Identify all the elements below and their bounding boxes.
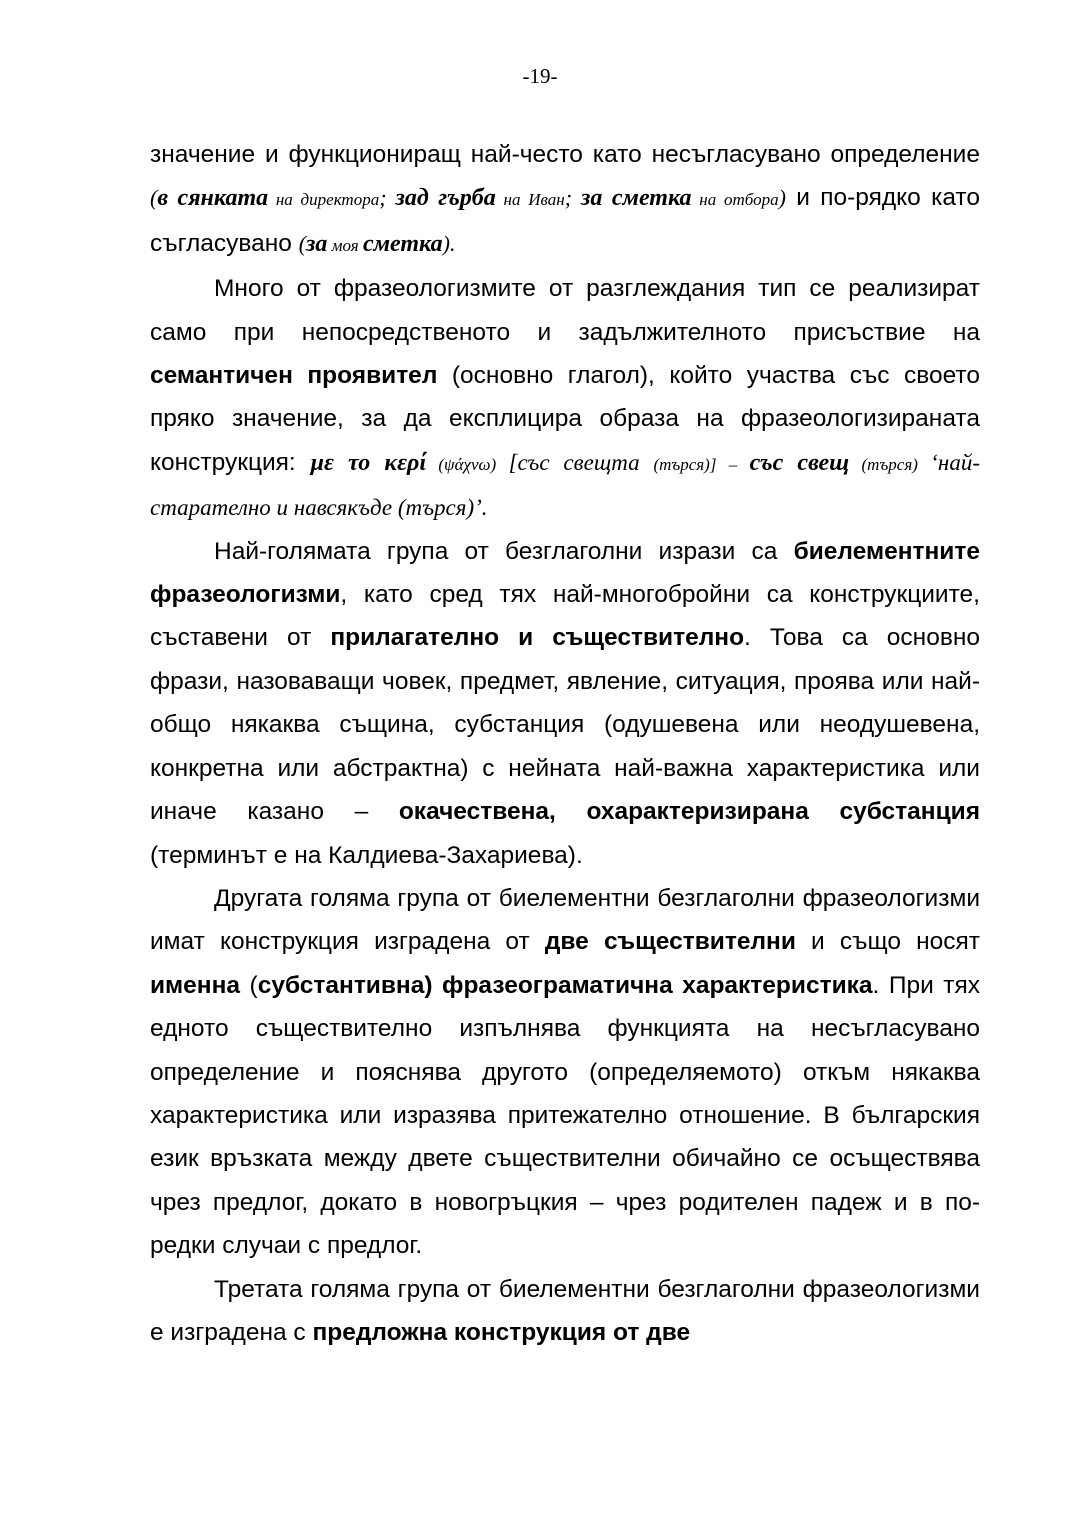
bold-term: биелементните фразеологизми xyxy=(150,537,980,609)
bold-term: две съществителни xyxy=(544,928,796,956)
paragraph xyxy=(150,1268,980,1355)
bold-term: субстантивна) фразеограматична характеристика xyxy=(257,971,873,999)
example-text: (търся) xyxy=(849,454,931,474)
example-text: [със свещта xyxy=(508,449,654,475)
example-text: ). xyxy=(442,230,456,256)
example-text: ( xyxy=(150,185,158,211)
example-text: моя xyxy=(327,235,363,255)
example-text: за сметка xyxy=(581,185,692,212)
text-segment: (основно глагол), който участва със своето пряко значение, за да експлицира образа на фразеологизираната конструкция: xyxy=(150,362,981,476)
text-segment: Най-голямата група от безглаголни изрази са xyxy=(214,537,794,565)
example-text: (търся)] – xyxy=(653,454,750,474)
body-text xyxy=(150,133,980,1354)
text-segment: Много от фразеологизмите от разглеждания тип се реализират само при непосредственото и задължителното присъствие на xyxy=(150,275,980,346)
text-segment: и също носят xyxy=(795,928,981,956)
text-segment: значение и функциониращ най-често като несъгласувано определение xyxy=(150,141,980,168)
example-text: на Иван xyxy=(495,190,565,210)
example-text: сметка xyxy=(362,230,443,257)
example-text: на директора xyxy=(268,190,380,210)
example-text: ( xyxy=(298,230,307,256)
example-text: на отбора xyxy=(691,190,779,210)
example-text: ; xyxy=(379,185,396,211)
bold-term: прилагателно и съществително xyxy=(330,624,745,652)
text-segment: , като сред тях най-многобройни са конструкциите, съставени от xyxy=(150,581,980,652)
example-text: ) xyxy=(778,185,786,211)
bold-term: окачествена, охарактеризирана субстанция xyxy=(398,798,980,826)
text-segment: Другата голяма група от биелементни безглаголни фразеологизми имат конструкция изградена от xyxy=(150,884,980,956)
text-segment: . При тях едното съществително изпълнява функцията на несъгласувано определение и пояснява другото (определяемото) откъм някаква характеристика или изразява притежателно отношение. В българския език връзката между двете съществителни обичайно се осъществява чрез предлог, докато в новогръцкия – чрез родителен падеж и в по-редки случаи с предлог. xyxy=(150,971,980,1260)
paragraph xyxy=(150,267,980,529)
bold-term: семантичен проявител xyxy=(150,362,438,390)
text-segment: и по-рядко като съгласувано xyxy=(150,184,980,257)
paragraph xyxy=(150,877,980,1268)
example-text: ; xyxy=(564,185,582,211)
example-text: με το κερί xyxy=(310,449,426,476)
example-text: за xyxy=(306,230,328,257)
example-text: зад гърба xyxy=(395,185,496,212)
example-text: със свещ xyxy=(749,449,850,476)
paragraph xyxy=(150,530,980,877)
text-segment: ( xyxy=(240,971,258,999)
text-segment: . Това са основно фрази, назоваващи човек, предмет, явление, ситуация, проява или най-общо някаква същина, субстанция (одушевена или неодушевена, конкретна или абстрактна) с нейната най-важна характеристика или иначе казано – xyxy=(150,624,981,826)
bold-term: предложна конструкция от две xyxy=(312,1318,691,1346)
bold-term: именна xyxy=(150,971,241,999)
page-number: -19- xyxy=(522,64,558,88)
text-segment: Третата голяма група от биелементни безглаголни фразеологизми е изградена с xyxy=(150,1275,980,1346)
text-segment: (терминът е на Калдиева-Захариева). xyxy=(150,841,583,869)
example-text: ‘най-старателно и навсякъде (търся)’. xyxy=(150,449,980,521)
example-text: в сянката xyxy=(157,185,269,212)
example-text: (ψάχνω) xyxy=(425,454,509,474)
paragraph xyxy=(150,133,980,267)
